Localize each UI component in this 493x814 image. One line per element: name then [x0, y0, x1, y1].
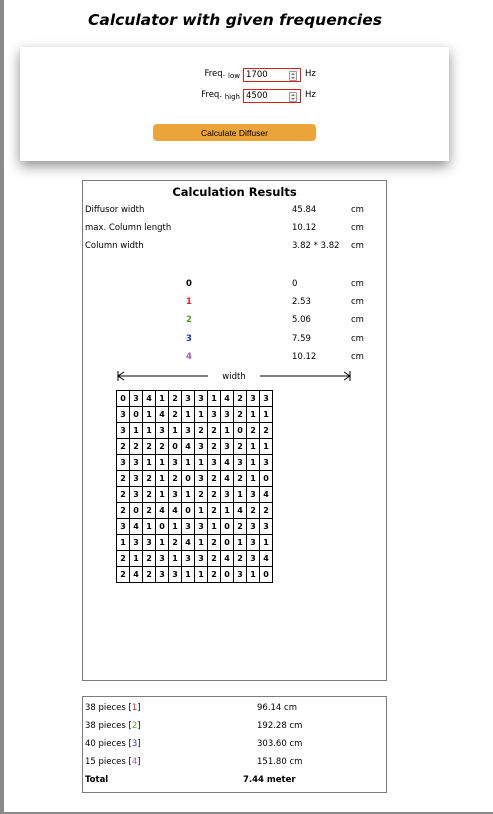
- grid-row: [117, 551, 273, 567]
- grid-cell: 1: [221, 423, 234, 439]
- grid-cell: 2: [117, 487, 130, 503]
- column-unit: cm: [351, 315, 364, 325]
- grid-cell: 2: [117, 567, 130, 583]
- grid-cell: 4: [156, 407, 169, 423]
- grid-cell: 1: [169, 519, 182, 535]
- column-unit: cm: [351, 279, 364, 289]
- column-unit: cm: [351, 334, 364, 344]
- grid-cell: 3: [156, 567, 169, 583]
- grid-cell: 2: [169, 471, 182, 487]
- totals-value: 151.80 cm: [257, 757, 303, 767]
- grid-cell: 2: [143, 471, 156, 487]
- grid-cell: 2: [234, 551, 247, 567]
- grid-cell: 1: [260, 407, 273, 423]
- grid-cell: 2: [234, 471, 247, 487]
- grid-cell: 2: [117, 551, 130, 567]
- grid-cell: 3: [130, 535, 143, 551]
- grid-row: [117, 567, 273, 583]
- grid-cell: 2: [143, 503, 156, 519]
- grid-cell: 1: [130, 551, 143, 567]
- grid-cell: 1: [247, 439, 260, 455]
- grid-cell: 1: [182, 407, 195, 423]
- grid-cell: 3: [169, 455, 182, 471]
- grid-cell: 1: [156, 535, 169, 551]
- grid-cell: 0: [169, 439, 182, 455]
- grid-cell: 2: [143, 439, 156, 455]
- grid-cell: 2: [169, 535, 182, 551]
- grid-row: [117, 519, 273, 535]
- grid-cell: 4: [221, 391, 234, 407]
- grid-cell: 3: [221, 487, 234, 503]
- grid-cell: 3: [208, 407, 221, 423]
- grid-cell: 1: [182, 487, 195, 503]
- grid-cell: 3: [195, 551, 208, 567]
- grid-cell: 1: [247, 407, 260, 423]
- grid-cell: 3: [260, 455, 273, 471]
- grid-cell: 1: [143, 423, 156, 439]
- column-digit: 3: [186, 334, 192, 344]
- column-length-row-0: [83, 279, 386, 291]
- freq-low-spinner[interactable]: [289, 71, 297, 81]
- totals-label: 38 pieces [1]: [85, 703, 141, 713]
- grid-cell: 3: [117, 519, 130, 535]
- freq-high-value[interactable]: 4500: [246, 91, 268, 101]
- grid-cell: 3: [156, 423, 169, 439]
- column-length-row-3: [83, 334, 386, 346]
- result-row-max-column-length: [83, 223, 386, 235]
- grid-cell: 0: [234, 423, 247, 439]
- column-length: 0: [292, 279, 298, 289]
- grid-row: [117, 407, 273, 423]
- grid-row: [117, 535, 273, 551]
- grid-cell: 2: [208, 439, 221, 455]
- freq-low-input[interactable]: [243, 68, 301, 82]
- grid-cell: 2: [234, 407, 247, 423]
- input-card: [20, 47, 449, 161]
- freq-high-input[interactable]: [243, 89, 301, 103]
- grid-cell: 2: [169, 391, 182, 407]
- grid-cell: 3: [169, 567, 182, 583]
- grid-cell: 3: [143, 535, 156, 551]
- grid-cell: 3: [208, 455, 221, 471]
- grid-cell: 3: [117, 455, 130, 471]
- grid-cell: 2: [208, 487, 221, 503]
- grid-cell: 3: [247, 391, 260, 407]
- grid-cell: 2: [169, 407, 182, 423]
- result-value: 3.82 * 3.82: [292, 241, 340, 251]
- grid-cell: 1: [156, 487, 169, 503]
- column-length: 2.53: [292, 297, 311, 307]
- freq-high-row: [20, 89, 449, 103]
- grid-cell: 1: [156, 391, 169, 407]
- result-row-diffusor-width: [83, 205, 386, 217]
- totals-value: 303.60 cm: [257, 739, 303, 749]
- grid-cell: 1: [208, 391, 221, 407]
- grid-cell: 4: [156, 503, 169, 519]
- grid-cell: 3: [182, 391, 195, 407]
- grid-cell: 4: [234, 503, 247, 519]
- grid-cell: 1: [156, 471, 169, 487]
- grid-cell: 0: [130, 503, 143, 519]
- grid-cell: 0: [182, 503, 195, 519]
- column-length-row-1: [83, 297, 386, 309]
- grid-cell: 2: [208, 567, 221, 583]
- grid-cell: 1: [247, 455, 260, 471]
- grid-cell: 2: [117, 503, 130, 519]
- grid-cell: 3: [247, 551, 260, 567]
- totals-row-3: [83, 739, 386, 751]
- grid-cell: 3: [195, 391, 208, 407]
- grid-cell: 2: [208, 503, 221, 519]
- totals-value: 96.14 cm: [257, 703, 297, 713]
- column-length-row-4: [83, 352, 386, 364]
- grid-cell: 4: [260, 487, 273, 503]
- grid-cell: 3: [221, 407, 234, 423]
- totals-row-2: [83, 721, 386, 733]
- totals-row-4: [83, 757, 386, 769]
- grid-cell: 4: [182, 439, 195, 455]
- grid-cell: 3: [117, 407, 130, 423]
- grid-cell: 4: [130, 519, 143, 535]
- grid-cell: 2: [143, 551, 156, 567]
- grid-row: [117, 455, 273, 471]
- grid-cell: 4: [182, 535, 195, 551]
- grid-cell: 3: [221, 439, 234, 455]
- grid-cell: 2: [234, 391, 247, 407]
- window-left-border: [0, 0, 4, 814]
- width-label: width: [222, 372, 246, 382]
- grid-cell: 1: [182, 455, 195, 471]
- grid-row: [117, 471, 273, 487]
- grid-cell: 1: [130, 423, 143, 439]
- diffuser-grid: [116, 390, 273, 583]
- grid-cell: 3: [130, 471, 143, 487]
- grid-cell: 4: [130, 567, 143, 583]
- grid-cell: 3: [195, 519, 208, 535]
- grid-row: [117, 391, 273, 407]
- grid-cell: 1: [247, 471, 260, 487]
- grid-cell: 2: [143, 567, 156, 583]
- grid-cell: 3: [182, 551, 195, 567]
- grid-cell: 1: [234, 535, 247, 551]
- grid-cell: 0: [117, 391, 130, 407]
- totals-value: 192.28 cm: [257, 721, 303, 731]
- grid-cell: 3: [169, 487, 182, 503]
- grid-cell: 3: [117, 423, 130, 439]
- result-unit: cm: [351, 205, 364, 215]
- grid-cell: 2: [208, 471, 221, 487]
- grid-cell: 0: [182, 471, 195, 487]
- freq-high-unit: Hz: [305, 90, 316, 100]
- grid-cell: 3: [260, 519, 273, 535]
- column-length-row-2: [83, 315, 386, 327]
- page-title: Calculator with given frequencies: [88, 11, 382, 29]
- width-dimension-arrow: [117, 370, 351, 382]
- grid-cell: 4: [221, 455, 234, 471]
- grid-row: [117, 439, 273, 455]
- grid-cell: 3: [130, 391, 143, 407]
- result-value: 10.12: [292, 223, 317, 233]
- grid-cell: 3: [130, 487, 143, 503]
- freq-high-label: Freq. $_{high}$: [201, 90, 240, 101]
- grid-cell: 1: [169, 423, 182, 439]
- grid-cell: 1: [169, 551, 182, 567]
- grid-cell: 0: [260, 567, 273, 583]
- grid-cell: 1: [260, 439, 273, 455]
- grid-cell: 2: [234, 439, 247, 455]
- freq-low-value[interactable]: 1700: [246, 70, 268, 80]
- column-digit: 0: [186, 279, 192, 289]
- grid-row: [117, 503, 273, 519]
- grid-cell: 2: [247, 503, 260, 519]
- column-unit: cm: [351, 297, 364, 307]
- grid-cell: 2: [260, 503, 273, 519]
- total-value: 7.44 meter: [243, 775, 296, 785]
- grid-cell: 1: [195, 455, 208, 471]
- grid-cell: 2: [260, 423, 273, 439]
- column-digit: 1: [186, 297, 192, 307]
- column-length: 10.12: [292, 352, 317, 362]
- grid-cell: 2: [117, 439, 130, 455]
- grid-cell: 1: [208, 519, 221, 535]
- results-panel: [82, 180, 387, 681]
- grid-cell: 3: [195, 471, 208, 487]
- grid-cell: 3: [234, 455, 247, 471]
- freq-low-row: [20, 68, 449, 82]
- grid-row: [117, 487, 273, 503]
- grid-cell: 2: [143, 487, 156, 503]
- column-unit: cm: [351, 352, 364, 362]
- grid-cell: 4: [221, 551, 234, 567]
- totals-row-1: [83, 703, 386, 715]
- grid-cell: 4: [260, 551, 273, 567]
- result-unit: cm: [351, 223, 364, 233]
- grid-cell: 1: [247, 567, 260, 583]
- result-label: max. Column length: [85, 223, 172, 233]
- grid-cell: 4: [221, 471, 234, 487]
- result-value: 45.84: [292, 205, 317, 215]
- grid-cell: 1: [221, 503, 234, 519]
- totals-panel: [82, 696, 387, 793]
- grid-cell: 2: [195, 423, 208, 439]
- grid-cell: 3: [247, 487, 260, 503]
- grid-cell: 1: [195, 407, 208, 423]
- grid-cell: 0: [130, 407, 143, 423]
- grid-cell: 3: [182, 423, 195, 439]
- grid-cell: 2: [208, 535, 221, 551]
- grid-cell: 2: [234, 519, 247, 535]
- grid-cell: 4: [143, 391, 156, 407]
- grid-cell: 2: [208, 423, 221, 439]
- calculate-diffuser-button[interactable]: Calculate Diffuser: [153, 124, 316, 141]
- result-label: Diffusor width: [85, 205, 145, 215]
- column-length: 7.59: [292, 334, 311, 344]
- column-digit: 4: [186, 352, 192, 362]
- freq-high-spinner[interactable]: [289, 92, 297, 102]
- grid-cell: 1: [117, 535, 130, 551]
- results-title: Calculation Results: [172, 185, 297, 199]
- totals-label: 40 pieces [3]: [85, 739, 141, 749]
- totals-row-total: [83, 775, 386, 787]
- grid-cell: 4: [169, 503, 182, 519]
- grid-cell: 3: [182, 519, 195, 535]
- grid-cell: 1: [195, 567, 208, 583]
- freq-low-unit: Hz: [305, 69, 316, 79]
- grid-cell: 0: [221, 535, 234, 551]
- grid-cell: 1: [195, 503, 208, 519]
- grid-cell: 0: [221, 519, 234, 535]
- result-row-column-width: [83, 241, 386, 253]
- column-digit: 2: [186, 315, 192, 325]
- grid-cell: 3: [130, 455, 143, 471]
- grid-cell: 3: [156, 551, 169, 567]
- totals-label: 15 pieces [4]: [85, 757, 141, 767]
- grid-cell: 3: [247, 519, 260, 535]
- grid-cell: 2: [130, 439, 143, 455]
- total-label: Total: [85, 775, 109, 785]
- grid-cell: 3: [195, 439, 208, 455]
- grid-cell: 0: [156, 519, 169, 535]
- result-label: Column width: [85, 241, 144, 251]
- grid-cell: 3: [247, 535, 260, 551]
- grid-cell: 2: [208, 551, 221, 567]
- freq-low-label: Freq. $_{low}$: [204, 69, 240, 80]
- grid-cell: 0: [260, 471, 273, 487]
- grid-cell: 0: [221, 567, 234, 583]
- grid-cell: 3: [260, 391, 273, 407]
- grid-cell: 2: [247, 423, 260, 439]
- grid-cell: 1: [143, 519, 156, 535]
- grid-cell: 2: [117, 471, 130, 487]
- grid-cell: 1: [234, 487, 247, 503]
- grid-cell: 1: [260, 535, 273, 551]
- grid-cell: 2: [195, 487, 208, 503]
- grid-cell: 1: [182, 567, 195, 583]
- result-unit: cm: [351, 241, 364, 251]
- grid-cell: 1: [195, 535, 208, 551]
- column-length: 5.06: [292, 315, 311, 325]
- grid-row: [117, 423, 273, 439]
- grid-cell: 2: [156, 439, 169, 455]
- grid-cell: 1: [143, 407, 156, 423]
- totals-label: 38 pieces [2]: [85, 721, 141, 731]
- grid-cell: 3: [234, 567, 247, 583]
- grid-cell: 1: [143, 455, 156, 471]
- grid-cell: 1: [156, 455, 169, 471]
